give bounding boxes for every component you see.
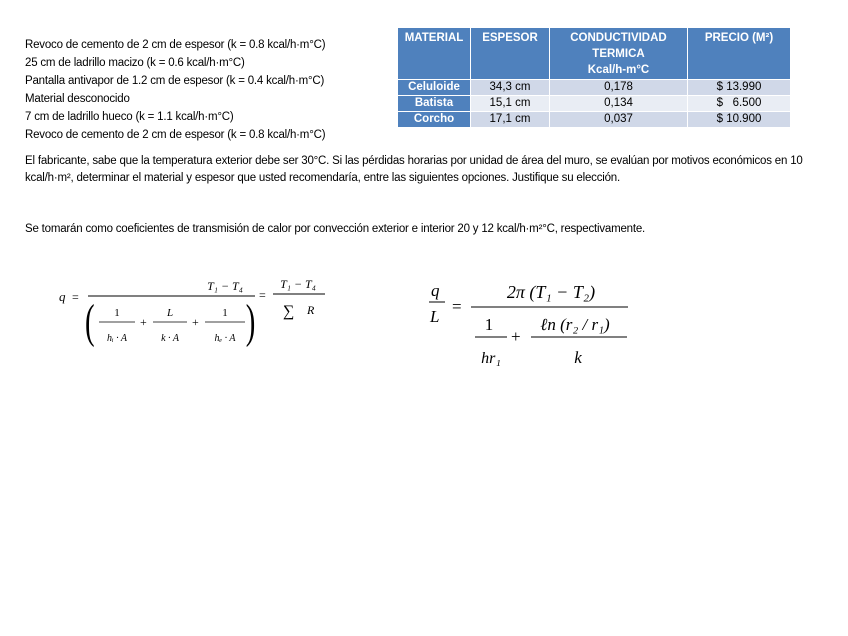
materials-table bbox=[397, 27, 791, 128]
layer-line: Revoco de cemento de 2 cm de espesor (k = 0.8 kcal/h·m°C) bbox=[25, 39, 326, 51]
formula2-l: L bbox=[430, 307, 440, 326]
header-precio: PRECIO (M²) bbox=[688, 28, 791, 80]
formula1-equals: = bbox=[72, 290, 79, 304]
cell-precio: $ 13.990 bbox=[688, 80, 791, 96]
formula1-term1-num: 1 bbox=[114, 307, 120, 319]
cell-precio: $ 10.900 bbox=[688, 112, 791, 128]
cell-material: Celuloide bbox=[398, 80, 471, 96]
problem-statement: El fabricante, sabe que la temperatura exterior debe ser 30°C. Si las pérdidas horarias por unidad de área del muro, se evalúan por motivos económicos en 10 kcal/h·m², determinar el material y espesor que usted recomendaría, entre las siguientes opciones. Justifique su elección. bbox=[25, 155, 803, 184]
cell-conductividad: 0,178 bbox=[550, 80, 688, 96]
table-row bbox=[398, 80, 791, 96]
formula2-one: 1 bbox=[484, 315, 494, 334]
formula1-plus1: + bbox=[140, 315, 147, 329]
header-espesor: ESPESOR bbox=[471, 28, 550, 80]
formula2-q: q bbox=[431, 281, 440, 300]
formula1-r: R bbox=[307, 303, 315, 317]
formula2-hr: hr₁ bbox=[481, 350, 501, 367]
wall-layers-list bbox=[25, 36, 325, 144]
header-conductividad-line1: CONDUCTIVIDAD bbox=[570, 32, 667, 44]
layer-line: Revoco de cemento de 2 cm de espesor (k = 0.8 kcal/h·m°C) bbox=[25, 129, 326, 141]
formula2-ln: ℓn (r₂ / r₁) bbox=[540, 315, 610, 334]
formula1-plus2: + bbox=[192, 315, 199, 329]
table-row bbox=[398, 96, 791, 112]
cell-material: Corcho bbox=[398, 112, 471, 128]
formula1-numerator: T₁ − T₄ bbox=[207, 279, 243, 293]
cell-espesor: 34,3 cm bbox=[471, 80, 550, 96]
cylindrical-heat-formula bbox=[425, 276, 640, 370]
table-header-row bbox=[398, 28, 791, 80]
cell-espesor: 17,1 cm bbox=[471, 112, 550, 128]
formula1-open-paren: ( bbox=[85, 294, 95, 348]
cell-precio: $ 6.500 bbox=[688, 96, 791, 112]
formula1-term1-den: hᵢ · A bbox=[106, 333, 128, 344]
header-conductividad bbox=[550, 28, 688, 80]
layer-line: 7 cm de ladrillo hueco (k = 1.1 kcal/h·m°C) bbox=[25, 111, 234, 123]
formula1-term3-num: 1 bbox=[222, 307, 228, 319]
layer-line: 25 cm de ladrillo macizo (k = 0.6 kcal/h·m°C) bbox=[25, 57, 245, 69]
convection-coefficients-note: Se tomarán como coeficientes de transmisión de calor por convección exterior e interior 20 y 12 kcal/h·m²°C, respectivamente. bbox=[25, 223, 646, 235]
formula1-sum-sign: ∑ bbox=[283, 303, 295, 320]
formula2-k: k bbox=[574, 348, 582, 367]
formula1-equals2: = bbox=[259, 288, 266, 302]
layer-line: Material desconocido bbox=[25, 93, 130, 105]
formula2-plus: + bbox=[511, 327, 521, 346]
cell-conductividad: 0,134 bbox=[550, 96, 688, 112]
formula1-lhs: q bbox=[59, 289, 66, 304]
formula2-equals: = bbox=[452, 297, 462, 316]
plane-wall-heat-formula bbox=[55, 272, 345, 354]
formula1-term2-num: L bbox=[166, 307, 174, 319]
formula1-numerator2: T₁ − T₄ bbox=[280, 277, 316, 291]
header-conductividad-line3: Kcal/h-m°C bbox=[587, 64, 650, 76]
table-row bbox=[398, 112, 791, 128]
formula2-numerator: 2π (T₁ − T₂) bbox=[506, 282, 596, 302]
formula1-term2-den: k · A bbox=[161, 333, 179, 344]
cell-material: Batista bbox=[398, 96, 471, 112]
formula1-close-paren: ) bbox=[245, 294, 256, 348]
layer-line: Pantalla antivapor de 1.2 cm de espesor (k = 0.4 kcal/h·m°C) bbox=[25, 75, 325, 87]
header-conductividad-line2: TERMICA bbox=[592, 48, 645, 60]
cell-espesor: 15,1 cm bbox=[471, 96, 550, 112]
header-material: MATERIAL bbox=[398, 28, 471, 80]
formula1-term3-den: hₑ · A bbox=[214, 333, 236, 344]
cell-conductividad: 0,037 bbox=[550, 112, 688, 128]
